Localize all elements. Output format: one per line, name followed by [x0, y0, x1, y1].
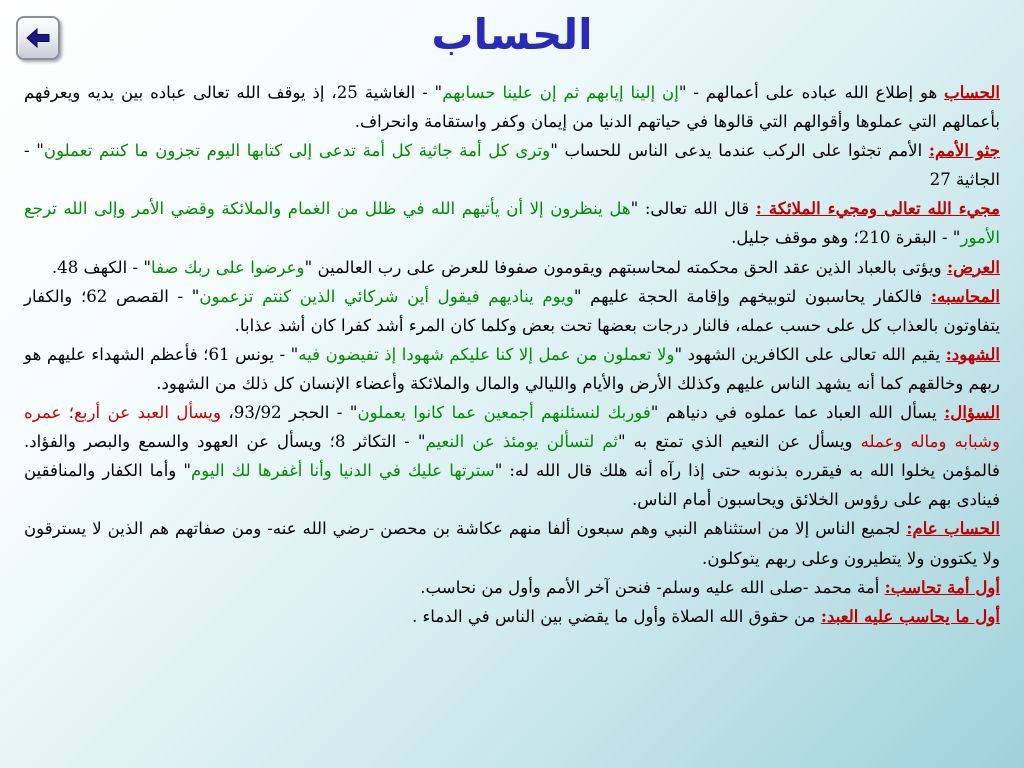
quran-quote: ويسأل العبد عن أربع؛ عمره وشبابه وماله وعمله — [24, 403, 1000, 452]
body-text: " وأما الكفار والمنافقين فينادى بهم على رؤوس الخلائق ويحاسبون أمام الناس. — [24, 461, 1000, 510]
quran-quote: وعرضوا على ربك صفا — [151, 257, 305, 277]
body-text: يقيم الله تعالى على الكافرين الشهود " — [674, 344, 946, 364]
body-text: " - الكهف 48. — [51, 257, 152, 277]
quran-quote: فوربك لنسئلنهم أجمعين عما كانوا يعملون — [357, 403, 651, 423]
body-text: ويؤتى بالعباد الذين عقد الحق محكمته لمحاسبتهم ويقومون صفوفا للعرض على رب العالمين " — [304, 257, 947, 277]
section-term: مجيء الله تعالى ومجيء الملائكة : — [755, 198, 1000, 219]
section-term: أول ما يحاسب عليه العبد: — [820, 605, 1000, 626]
section-term: الحساب عام: — [906, 518, 1000, 539]
quran-quote: وترى كل أمة جاثية كل أمة تدعى إلى كتابها اليوم تجزون ما كنتم تعملون — [43, 141, 551, 161]
body-text: " - الحجر 93/92، — [220, 403, 358, 423]
quran-quote: هل ينظرون إلا أن يأتيهم الله في ظلل من الغمام والملائكة وقضي الأمر وإلى الله ترجع الأمور — [24, 199, 1000, 248]
body-text: فالكفار يحاسبون لتوبيخهم وإقامة الحجة عليهم " — [573, 286, 932, 306]
quran-quote: ثم لتسألن يومئذ عن النعيم — [425, 432, 618, 452]
body-text: " - البقرة 210؛ وهو موقف جليل. — [731, 228, 961, 248]
section-paragraph — [24, 78, 1000, 136]
body-text: " - الجاثية 27 — [24, 141, 1000, 190]
section-term: أول أمة تحاسب: — [884, 576, 1000, 597]
quran-quote: ويوم يناديهم فيقول أين شركائي الذين كنتم تزعمون — [199, 286, 574, 306]
content-body — [24, 78, 1000, 631]
section-paragraph — [24, 573, 1000, 602]
page-title: الحساب — [431, 10, 593, 59]
section-term: السؤال: — [944, 402, 1001, 423]
body-text: الأمم تجثوا على الركب عندما يدعى الناس للحساب " — [550, 141, 929, 161]
section-term: الحساب — [944, 82, 1000, 102]
section-paragraph — [24, 602, 1000, 631]
body-text: ويسأل عن النعيم الذي تمتع به " — [617, 432, 861, 452]
body-text: " - القصص 62؛ والكفار يتفاوتون بالعذاب كل على حسب عمله، فالنار درجات بعضها تحت بعض وكلما كان المرء أشد كفرا كان أشد عذابا. — [24, 286, 1000, 335]
section-term: الشهود: — [945, 343, 1000, 364]
body-text: أمة محمد -صلى الله عليه وسلم- فنحن آخر الأمم وأول من نحاسب. — [420, 577, 885, 597]
quran-quote: ولا تعملون من عمل إلا كنا عليكم شهودا إذ تفيضون فيه — [298, 344, 675, 364]
section-paragraph — [24, 398, 1000, 514]
body-text: من حقوق الله الصلاة وأول ما يقضي بين الناس في الدماء . — [411, 606, 821, 626]
section-term: جثو الأمم: — [928, 140, 1001, 161]
body-text: " - يونس 61؛ فأعظم الشهداء عليهم هو ربهم وخالقهم كما أنه يشهد الناس عليهم وكذلك الأرض والأيام والليالي والمال والملائكة وأعضاء الإنسان كل ذلك من الشهود. — [24, 344, 1000, 393]
section-paragraph — [24, 136, 1000, 194]
body-text: يسأل الله العباد عما عملوه في دنياهم " — [650, 403, 945, 423]
section-paragraph — [24, 340, 1000, 398]
section-term: العرض: — [946, 256, 1000, 277]
body-text: " - الغاشية 25، إذ يوقف الله تعالى عباده بين يديه ويعرفهم بأعمالهم التي عملوها وأقوالهم التي قالوها في حياتهم الدنيا من إيمان وكفر واستقامة وانحراف. — [24, 83, 1000, 132]
body-text: لجميع الناس إلا من استثناهم النبي وهم سبعون ألفا منهم عكاشة بن محصن -رضي الله عنه- ومن صفاتهم هم الذين لا يسترقون ولا يكتوون ولا يتطيرون وعلى ربهم يتوكلون. — [24, 519, 1000, 568]
quran-quote: إن إلينا إيابهم ثم إن علينا حسابهم — [442, 83, 679, 102]
section-paragraph — [24, 282, 1000, 340]
section-paragraph — [24, 253, 1000, 282]
section-paragraph — [24, 194, 1000, 252]
section-term: المحاسبه: — [931, 285, 1000, 306]
quran-quote: سترتها عليك في الدنيا وأنا أغفرها لك اليوم — [191, 461, 495, 481]
body-text: قال الله تعالى: " — [630, 199, 756, 219]
section-paragraph — [24, 514, 1000, 572]
body-text: هو إطلاع الله عباده على أعمالهم - " — [678, 83, 945, 102]
body-text: " - التكاثر 8؛ ويسأل عن العهود والسمع والبصر والفؤاد. فالمؤمن يخلوا الله به فيقرره بذنوبه حتى إذا رآه أنه هلك قال الله له: " — [24, 432, 1000, 481]
